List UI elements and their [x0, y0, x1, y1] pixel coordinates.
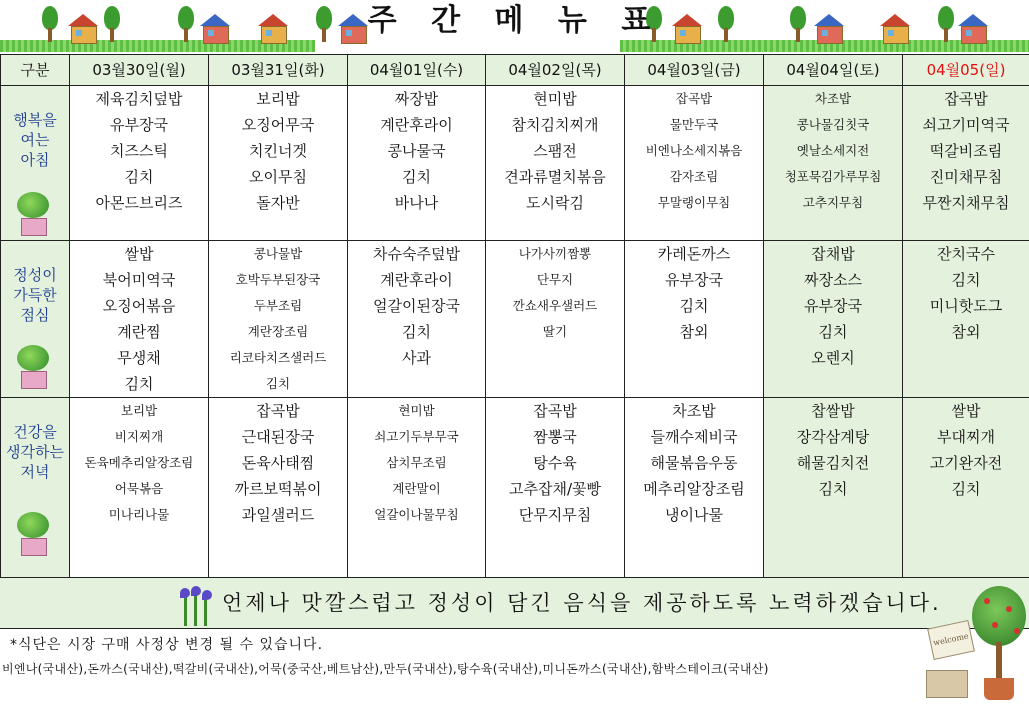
menu-item: 유부장국 — [110, 116, 168, 134]
menu-item: 현미밥 — [398, 403, 435, 418]
potted-plant-icon — [13, 345, 53, 389]
menu-item — [486, 371, 624, 397]
menu-item: 미나리나물 — [108, 507, 170, 522]
tree-icon — [104, 6, 120, 42]
menu-item — [764, 371, 902, 397]
menu-item: 제육김치덮밥 — [95, 90, 183, 108]
menu-item: 해물볶음우동 — [650, 454, 738, 472]
menu-item: 김치 — [818, 480, 848, 498]
dinner-label-cell — [1, 398, 70, 579]
menu-item: 김치 — [265, 376, 291, 391]
menu-item: 차슈숙주덮밥 — [373, 245, 460, 263]
menu-cell-breakfast-sun — [903, 86, 1029, 241]
menu-item: 삼치무조림 — [386, 455, 447, 470]
menu-item: 치즈스틱 — [110, 142, 168, 160]
menu-item: 미니핫도그 — [929, 297, 1003, 315]
origin-info: 비엔나(국내산),돈까스(국내산),떡갈비(국내산),어묵(중국산,베트남산),만두(국내산),탕수육(국내산),미니돈까스(국내산),함박스테이크(국내산) — [2, 662, 769, 676]
menu-item: 짜장소스 — [804, 271, 862, 289]
menu-item — [903, 502, 1029, 528]
menu-item: 감자조림 — [669, 169, 719, 184]
flower-basket-icon — [926, 670, 968, 698]
menu-item: 김치 — [402, 323, 431, 341]
menu-item: 오이무침 — [249, 168, 307, 186]
menu-item: 치킨너겟 — [249, 142, 307, 160]
menu-item: 오징어볶음 — [102, 297, 176, 315]
menu-item: 계란찜 — [117, 323, 161, 341]
menu-item: 차조밥 — [672, 402, 716, 420]
house-icon — [958, 14, 988, 44]
house-icon — [200, 14, 230, 44]
menu-item: 김치 — [951, 480, 981, 498]
menu-item: 비지찌개 — [114, 429, 164, 444]
day-header-fri: 04월03일(금) — [625, 55, 764, 86]
day-header-sun: 04월05(일) — [903, 55, 1029, 86]
menu-item: 들깨수제비국 — [650, 428, 738, 446]
menu-cell-breakfast-wed — [348, 86, 486, 241]
menu-item: 단무지 — [536, 272, 574, 287]
menu-cell-dinner-sun — [903, 398, 1029, 579]
menu-item: 김치 — [818, 323, 848, 341]
menu-table — [0, 54, 1029, 579]
menu-item: 메추리알장조림 — [643, 480, 745, 498]
tree-icon — [790, 6, 806, 42]
menu-item: 오징어무국 — [241, 116, 315, 134]
menu-cell-dinner-mon — [70, 398, 209, 579]
menu-cell-lunch-sun — [903, 241, 1029, 398]
day-header-thu: 04월02일(목) — [486, 55, 625, 86]
menu-item: 김치 — [402, 168, 431, 186]
menu-item: 보리밥 — [120, 403, 158, 418]
menu-item: 냉이나물 — [665, 506, 723, 524]
menu-item: 찹쌀밥 — [811, 402, 855, 420]
menu-item — [486, 345, 624, 371]
menu-item: 단무지무침 — [518, 506, 592, 524]
menu-cell-lunch-wed — [348, 241, 486, 398]
menu-item: 오렌지 — [811, 349, 855, 367]
header-banner — [0, 0, 1029, 54]
menu-item: 돌자반 — [256, 194, 300, 212]
tree-icon — [178, 6, 194, 42]
menu-item — [625, 371, 763, 397]
menu-item: 참외 — [951, 323, 981, 341]
menu-item: 부대찌개 — [937, 428, 995, 446]
menu-cell-breakfast-mon — [70, 86, 209, 241]
menu-item: 잡곡밥 — [675, 91, 713, 106]
menu-item — [903, 345, 1029, 371]
menu-cell-dinner-sat — [764, 398, 903, 579]
tree-icon — [718, 6, 734, 42]
menu-item: 김치 — [124, 375, 154, 393]
menu-item: 콩나물국 — [387, 142, 446, 160]
menu-item: 진미채무침 — [929, 168, 1003, 186]
house-icon — [814, 14, 844, 44]
menu-item: 김치 — [124, 168, 154, 186]
menu-item: 보리밥 — [256, 90, 300, 108]
menu-item: 고추지무침 — [802, 195, 864, 210]
day-header-sat: 04월04일(토) — [764, 55, 903, 86]
menu-item: 비엔나소세지볶음 — [645, 143, 743, 158]
menu-item: 얼갈이된장국 — [373, 297, 460, 315]
menu-item: 견과류멸치볶음 — [504, 168, 606, 186]
day-header-wed: 04월01일(수) — [348, 55, 486, 86]
menu-item: 스팸전 — [533, 142, 577, 160]
menu-item: 나가사끼짬뽕 — [518, 246, 592, 261]
change-notice: *식단은 시장 구매 사정상 변경 될 수 있습니다. — [10, 637, 324, 653]
menu-cell-lunch-thu — [486, 241, 625, 398]
menu-item: 사과 — [402, 349, 431, 367]
menu-item: 무생채 — [117, 349, 161, 367]
potted-plant-icon — [13, 192, 53, 236]
menu-cell-lunch-fri — [625, 241, 764, 398]
menu-item — [903, 371, 1029, 397]
house-icon — [880, 14, 910, 44]
menu-item: 계란후라이 — [380, 116, 453, 134]
menu-item: 물만두국 — [669, 117, 719, 132]
breakfast-label-cell — [1, 86, 70, 241]
corner-header: 구분 — [1, 55, 70, 86]
menu-item — [348, 371, 485, 397]
menu-item: 해물김치전 — [796, 454, 870, 472]
iris-flower-icon — [176, 586, 216, 626]
menu-item: 김치 — [679, 297, 709, 315]
menu-item: 쇠고기미역국 — [922, 116, 1010, 134]
page-title: 주 간 메 뉴 표 — [367, 3, 663, 38]
menu-item: 참치김치찌개 — [511, 116, 599, 134]
menu-item: 탕수육 — [533, 454, 577, 472]
menu-item: 쌀밥 — [951, 402, 981, 420]
menu-cell-dinner-wed — [348, 398, 486, 579]
menu-item: 딸기 — [542, 324, 568, 339]
menu-item — [625, 345, 763, 371]
menu-item: 차조밥 — [814, 91, 852, 106]
house-icon — [258, 14, 288, 44]
menu-item: 현미밥 — [533, 90, 577, 108]
lunch-label: 정성이 가득한 점심 — [13, 266, 57, 324]
welcome-sign-text: welcome — [932, 631, 970, 648]
menu-item: 김치 — [951, 271, 981, 289]
dinner-label: 건강을 생각하는 저녁 — [6, 423, 64, 481]
menu-cell-dinner-fri — [625, 398, 764, 579]
day-header-mon: 03월30일(월) — [70, 55, 209, 86]
menu-item: 도시락김 — [526, 194, 584, 212]
slogan-text: 언제나 맛깔스럽고 정성이 담긴 음식을 제공하도록 노력하겠습니다. — [222, 591, 942, 615]
menu-item: 장각삼계탕 — [796, 428, 870, 446]
potted-plant-icon — [13, 512, 53, 556]
menu-item: 아몬드브리즈 — [95, 194, 183, 212]
menu-cell-lunch-tue — [209, 241, 348, 398]
breakfast-row — [1, 86, 1029, 241]
dinner-row — [1, 398, 1029, 579]
tree-icon — [42, 6, 58, 42]
menu-cell-breakfast-thu — [486, 86, 625, 241]
fruit-tree-pot-icon — [922, 580, 1029, 706]
menu-item: 돈육메추리알장조림 — [84, 455, 194, 470]
menu-item: 카레돈까스 — [657, 245, 731, 263]
breakfast-label: 행복을 여는 아침 — [13, 111, 57, 169]
menu-item: 잡곡밥 — [944, 90, 988, 108]
menu-cell-breakfast-fri — [625, 86, 764, 241]
welcome-sign — [927, 620, 975, 660]
menu-item: 돈육사태찜 — [241, 454, 315, 472]
menu-item: 떡갈비조림 — [929, 142, 1003, 160]
menu-item: 콩나물밥 — [253, 246, 303, 261]
menu-cell-breakfast-sat — [764, 86, 903, 241]
menu-item: 참외 — [679, 323, 709, 341]
menu-item: 북어미역국 — [102, 271, 176, 289]
menu-item: 짬뽕국 — [533, 428, 577, 446]
menu-cell-dinner-thu — [486, 398, 625, 579]
menu-item: 유부장국 — [804, 297, 862, 315]
menu-item: 잡곡밥 — [256, 402, 300, 420]
menu-item: 과일샐러드 — [241, 506, 315, 524]
menu-item: 두부조림 — [253, 298, 303, 313]
slogan-banner — [0, 577, 1029, 629]
menu-item: 계란후라이 — [380, 271, 453, 289]
menu-item: 호박두부된장국 — [235, 272, 321, 287]
menu-cell-dinner-tue — [209, 398, 348, 579]
menu-item: 어묵볶음 — [114, 481, 164, 496]
lunch-row — [1, 241, 1029, 398]
menu-item: 깐쇼새우샐러드 — [512, 298, 598, 313]
menu-item: 리코타치즈샐러드 — [229, 350, 327, 365]
menu-item: 고추잡채/꽃빵 — [509, 480, 601, 498]
menu-item: 쇠고기두부무국 — [374, 429, 459, 444]
tree-icon — [938, 6, 954, 42]
menu-item: 청포묵김가루무침 — [784, 169, 882, 184]
menu-item: 바나나 — [394, 194, 439, 212]
menu-item: 잡채밥 — [811, 245, 855, 263]
menu-item: 고기완자전 — [929, 454, 1003, 472]
menu-item: 옛날소세지전 — [796, 143, 870, 158]
menu-cell-lunch-sat — [764, 241, 903, 398]
day-header-row — [1, 55, 1029, 86]
house-icon — [68, 14, 98, 44]
day-header-tue: 03월31일(화) — [209, 55, 348, 86]
menu-item: 무말랭이무침 — [657, 195, 731, 210]
menu-cell-lunch-mon — [70, 241, 209, 398]
menu-item: 계란말이 — [392, 481, 441, 496]
menu-item: 근대된장국 — [241, 428, 315, 446]
menu-item: 짜장밥 — [394, 90, 439, 108]
menu-item: 쌀밥 — [124, 245, 154, 263]
menu-item: 무짠지채무침 — [922, 194, 1010, 212]
menu-item: 얼갈이나물무침 — [374, 507, 459, 522]
menu-item — [764, 502, 902, 528]
menu-item: 계란장조림 — [247, 324, 309, 339]
menu-item: 유부장국 — [665, 271, 723, 289]
menu-item: 콩나물김칫국 — [796, 117, 870, 132]
menu-item: 잔치국수 — [937, 245, 995, 263]
lunch-label-cell — [1, 241, 70, 398]
menu-item: 까르보떡볶이 — [234, 480, 322, 498]
menu-cell-breakfast-tue — [209, 86, 348, 241]
menu-item: 잡곡밥 — [533, 402, 577, 420]
